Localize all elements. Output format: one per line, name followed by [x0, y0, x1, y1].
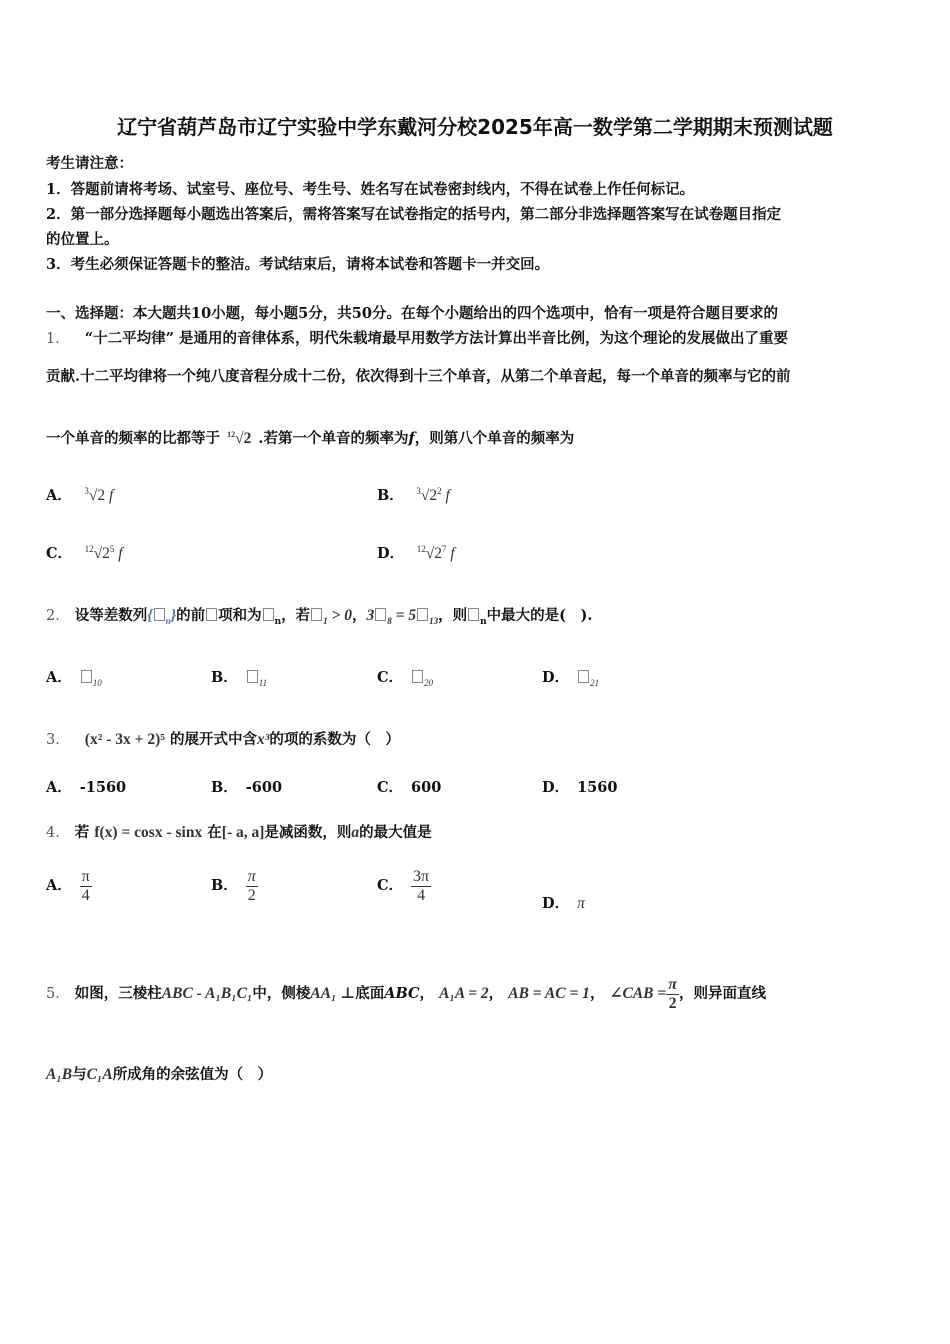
q3-line: 3． (x² - 3x + 2)⁵ 的展开式中含x³的项的系数为（ ） [46, 731, 400, 748]
q5-cond-1: A₁A = 2 [439, 985, 489, 1003]
q4-line: 4． 若 f(x) = cosx - sinx 在[- a, a]是减函数，则a的最大值是 [46, 824, 432, 841]
q2-option-d[interactable]: D． $_{21}$ [542, 669, 600, 689]
option-expr: $^{12}√2^5$ f [84, 543, 123, 562]
q1-f: f [408, 430, 415, 447]
option-label: C． [46, 545, 73, 562]
q1-option-b[interactable] [377, 484, 450, 505]
option-expr: $^3$√2 f [84, 485, 114, 504]
q5-edge: AA₁ ⊥ [310, 985, 356, 1003]
q3-option-d[interactable]: D． 1560 [542, 779, 618, 796]
q4-option-c[interactable]: C． $\frac{3\pi}{4}$ [377, 868, 430, 904]
q1-text-3b: .若第一个单音的频率为 [258, 430, 409, 447]
q3-expression: (x² - 3x + 2)⁵ [84, 731, 165, 748]
notice-item-2-cont: 的位置上。 [46, 231, 119, 248]
q5-line-1: 5． 如图，三棱柱ABC - A₁B₁C₁中，侧棱AA₁ ⊥底面ABC， A₁A = 2， AB = AC = 1， ∠CAB = $\frac{\pi}{2}$ ，则异面直线 [46, 976, 766, 1012]
notice-item-3: 3．考生必须保证答题卡的整洁。考试结束后，请将本试卷和答题卡一并交回。 [46, 256, 550, 273]
q3-option-a[interactable]: A． -1560 [46, 779, 127, 796]
condition-2: 3 $_8$ = 5 $_{13}$ [366, 607, 439, 627]
q5-angle-frac: $\frac{\pi}{2}$ [668, 976, 677, 1012]
placeholder-box [263, 608, 274, 621]
q5-prism: ABC - A₁B₁C₁ [161, 985, 253, 1003]
q5-cond-2: AB = AC = 1 [508, 985, 590, 1003]
q1-option-a[interactable] [46, 484, 113, 505]
placeholder-box [206, 608, 217, 621]
q5-base: ABC [384, 985, 420, 1003]
q2-line: 2． 设等差数列{ $_n$}的前 项和为 $_n$，若 $_1$ > 0，3 $_8$ = 5 $_{13}$，则 $_n$中最大的是( ). [46, 607, 593, 627]
notice-item-2: 2．第一部分选择题每小题选出答案后，需将答案写在试卷指定的括号内，第二部分非选择题答案写在试卷题目指定 [46, 206, 782, 223]
q1-number: 1． [46, 331, 70, 347]
q3-option-b[interactable]: B． -600 [211, 779, 283, 796]
page-title: 辽宁省葫芦岛市辽宁实验中学东戴河分校2025年高一数学第二学期期末预测试题 [117, 115, 833, 139]
q1-line-3 [46, 427, 574, 448]
q4-variable: a [351, 824, 360, 841]
q2-option-b[interactable]: B． $_{11}$ [211, 669, 268, 689]
q4-option-d[interactable]: D． π [542, 895, 585, 912]
q5-line-2: A₁B与C₁A所成角的余弦值为（ ） [46, 1066, 273, 1083]
q4-number: 4． [46, 825, 70, 841]
q1-text-3a: 一个单音的频率的比都等于 [46, 430, 220, 447]
q5-line-c1a: C₁A [86, 1066, 113, 1083]
option-label: A． [46, 487, 72, 504]
q4-option-b[interactable]: B． $\frac{\pi}{2}$ [211, 868, 256, 904]
q1-option-d[interactable] [377, 542, 455, 563]
option-label: D． [377, 545, 405, 562]
q4-function: f(x) = cosx - sinx [94, 824, 203, 841]
q5-angle: ∠CAB = [609, 985, 667, 1003]
notice-item-1: 1．答题前请将考场、试室号、座位号、考生号、姓名写在试卷密封线内，不得在试卷上作任何标记。 [46, 181, 695, 198]
option-expr: $^3√2^2$ f [416, 485, 450, 504]
q3-option-c[interactable]: C． 600 [377, 779, 442, 796]
placeholder-box [468, 608, 479, 621]
q1-text-3c: ，则第八个单音的频率为 [414, 430, 575, 447]
q2-number: 2． [46, 608, 70, 624]
q1-ratio-expr: $^{12}$√2 [227, 429, 252, 447]
condition-1: $_1$ > 0 [310, 607, 352, 624]
q3-power: x³ [256, 731, 270, 748]
option-expr: $^{12}√2^7$ f [416, 543, 455, 562]
q5-line-a1b: A₁B [46, 1066, 73, 1083]
q1-line-1 [46, 327, 788, 348]
q2-option-c[interactable]: C． $_{20}$ [377, 669, 434, 689]
notice-heading: 考生请注意： [46, 155, 133, 172]
q4-option-a[interactable]: A． $\frac{\pi}{4}$ [46, 868, 90, 904]
sequence-symbol: { $_n$} [147, 607, 177, 627]
section-heading: 一、选择题：本大题共10小题，每小题5分，共50分。在每个小题给出的四个选项中，恰有一项是符合题目要求的 [46, 305, 778, 322]
q5-number: 5． [46, 986, 70, 1003]
q3-number: 3． [46, 732, 70, 748]
q4-interval: [- a, a] [221, 824, 265, 841]
q1-line-2: 贡献.十二平均律将一个纯八度音程分成十二份，依次得到十三个单音，从第二个单音起，每一个单音的频率与它的前 [46, 368, 791, 385]
q2-option-a[interactable]: A． $_{10}$ [46, 669, 102, 689]
option-label: B． [377, 487, 404, 504]
q1-option-c[interactable] [46, 542, 123, 563]
q1-text-1: “十二平均律” 是通用的音律体系，明代朱载堉最早用数学方法计算出半音比例，为这个理论的发展做出了重要 [84, 330, 789, 347]
